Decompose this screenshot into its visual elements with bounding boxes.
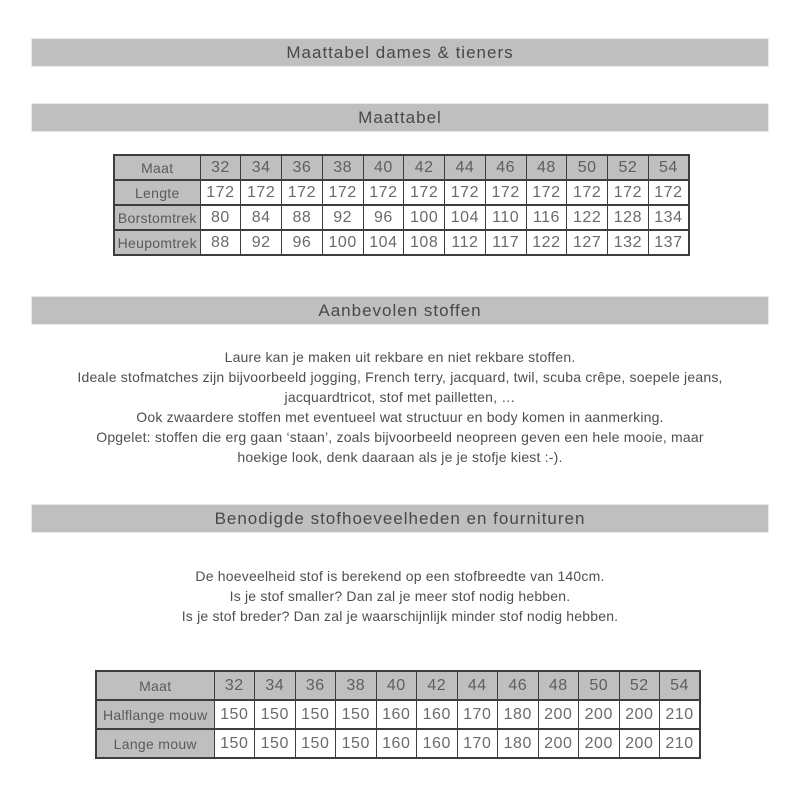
value-cell: 88 (200, 230, 241, 255)
section-header-maattabel (32, 104, 768, 131)
value-cell: 210 (660, 729, 701, 758)
size-header-cell: 52 (608, 155, 649, 180)
size-header-cell: 54 (660, 671, 701, 700)
value-cell: 150 (255, 700, 296, 729)
row-label: Maat (96, 671, 214, 700)
value-cell: 104 (445, 205, 486, 230)
size-header-cell: 42 (404, 155, 445, 180)
size-header-cell: 44 (457, 671, 498, 700)
value-cell: 172 (241, 180, 282, 205)
value-cell: 108 (404, 230, 445, 255)
value-cell: 150 (214, 700, 255, 729)
value-cell: 200 (538, 729, 579, 758)
table-row (96, 671, 700, 700)
value-cell: 150 (214, 729, 255, 758)
document-title: Maattabel dames & tieners (286, 42, 514, 62)
text-line: Is je stof smaller? Dan zal je meer stof nodig hebben. (229, 588, 571, 604)
size-header-cell: 34 (255, 671, 296, 700)
table-row (96, 700, 700, 729)
value-cell: 84 (241, 205, 282, 230)
text-line: jacquardtricot, stof met pailletten, … (284, 389, 516, 405)
table-row (114, 230, 689, 255)
value-cell: 134 (648, 205, 689, 230)
size-header-cell: 38 (336, 671, 377, 700)
value-cell: 160 (376, 729, 417, 758)
value-cell: 172 (648, 180, 689, 205)
value-cell: 100 (404, 205, 445, 230)
section-title-benodigd: Benodigde stofhoeveelheden en fournituren (214, 508, 586, 528)
table-row (96, 729, 700, 758)
text-line: Laure kan je maken uit rekbare en niet rekbare stoffen. (224, 349, 576, 365)
fabric-quantity-text (0, 566, 800, 626)
value-cell: 132 (608, 230, 649, 255)
value-cell: 110 (485, 205, 526, 230)
value-cell: 160 (417, 729, 458, 758)
value-cell: 180 (498, 729, 539, 758)
text-line: De hoeveelheid stof is berekend op een stofbreedte van 140cm. (195, 568, 605, 584)
value-cell: 80 (200, 205, 241, 230)
value-cell: 92 (322, 205, 363, 230)
value-cell: 172 (322, 180, 363, 205)
size-header-cell: 42 (417, 671, 458, 700)
row-label: Maat (114, 155, 200, 180)
value-cell: 88 (282, 205, 323, 230)
value-cell: 150 (336, 700, 377, 729)
size-header-cell: 46 (498, 671, 539, 700)
text-line: Opgelet: stoffen die erg gaan ‘staan’, zoals bijvoorbeeld neopreen geven een hele mooie, maar (96, 429, 704, 445)
value-cell: 128 (608, 205, 649, 230)
size-header-cell: 46 (485, 155, 526, 180)
size-header-cell: 50 (579, 671, 620, 700)
section-title-maattabel: Maattabel (358, 107, 442, 127)
value-cell: 172 (282, 180, 323, 205)
text-line: Is je stof breder? Dan zal je waarschijnlijk minder stof nodig hebben. (181, 608, 619, 624)
size-header-cell: 44 (445, 155, 486, 180)
size-table (113, 154, 690, 256)
size-header-cell: 34 (241, 155, 282, 180)
size-header-cell: 50 (567, 155, 608, 180)
value-cell: 170 (457, 700, 498, 729)
row-label: Halflange mouw (96, 700, 214, 729)
size-header-cell: 48 (526, 155, 567, 180)
size-header-cell: 54 (648, 155, 689, 180)
row-label: Heupomtrek (114, 230, 200, 255)
value-cell: 200 (579, 700, 620, 729)
value-cell: 100 (322, 230, 363, 255)
value-cell: 122 (526, 230, 567, 255)
value-cell: 172 (608, 180, 649, 205)
size-header-cell: 36 (282, 155, 323, 180)
value-cell: 92 (241, 230, 282, 255)
section-title-stoffen: Aanbevolen stoffen (318, 300, 482, 320)
value-cell: 172 (363, 180, 404, 205)
table-row (114, 205, 689, 230)
row-label: Lengte (114, 180, 200, 205)
size-header-cell: 32 (214, 671, 255, 700)
section-header-benodigd (32, 505, 768, 532)
value-cell: 200 (619, 700, 660, 729)
value-cell: 172 (445, 180, 486, 205)
table-row (114, 180, 689, 205)
value-cell: 150 (255, 729, 296, 758)
text-line: hoekige look, denk daaraan als je je stofje kiest :-). (237, 449, 563, 465)
value-cell: 200 (538, 700, 579, 729)
value-cell: 160 (376, 700, 417, 729)
size-header-cell: 40 (376, 671, 417, 700)
value-cell: 117 (485, 230, 526, 255)
size-header-cell: 40 (363, 155, 404, 180)
value-cell: 172 (526, 180, 567, 205)
value-cell: 172 (567, 180, 608, 205)
value-cell: 112 (445, 230, 486, 255)
value-cell: 172 (485, 180, 526, 205)
value-cell: 150 (295, 700, 336, 729)
table-row (114, 155, 689, 180)
value-cell: 170 (457, 729, 498, 758)
value-cell: 200 (619, 729, 660, 758)
value-cell: 127 (567, 230, 608, 255)
value-cell: 122 (567, 205, 608, 230)
fabric-quantity-table (95, 670, 701, 759)
value-cell: 116 (526, 205, 567, 230)
document-title-bar (32, 39, 768, 66)
text-line: Ideale stofmatches zijn bijvoorbeeld jogging, French terry, jacquard, twil, scuba crêpe, soepele jeans, (77, 369, 723, 385)
value-cell: 150 (295, 729, 336, 758)
value-cell: 96 (282, 230, 323, 255)
value-cell: 200 (579, 729, 620, 758)
value-cell: 150 (336, 729, 377, 758)
value-cell: 137 (648, 230, 689, 255)
row-label: Lange mouw (96, 729, 214, 758)
size-header-cell: 52 (619, 671, 660, 700)
size-header-cell: 36 (295, 671, 336, 700)
value-cell: 172 (404, 180, 445, 205)
value-cell: 180 (498, 700, 539, 729)
text-line: Ook zwaardere stoffen met eventueel wat structuur en body komen in aanmerking. (136, 409, 664, 425)
size-header-cell: 38 (322, 155, 363, 180)
value-cell: 104 (363, 230, 404, 255)
size-header-cell: 48 (538, 671, 579, 700)
size-header-cell: 32 (200, 155, 241, 180)
section-header-stoffen (32, 297, 768, 324)
value-cell: 160 (417, 700, 458, 729)
fabric-advice-text (0, 347, 800, 467)
value-cell: 172 (200, 180, 241, 205)
value-cell: 96 (363, 205, 404, 230)
row-label: Borstomtrek (114, 205, 200, 230)
value-cell: 210 (660, 700, 701, 729)
